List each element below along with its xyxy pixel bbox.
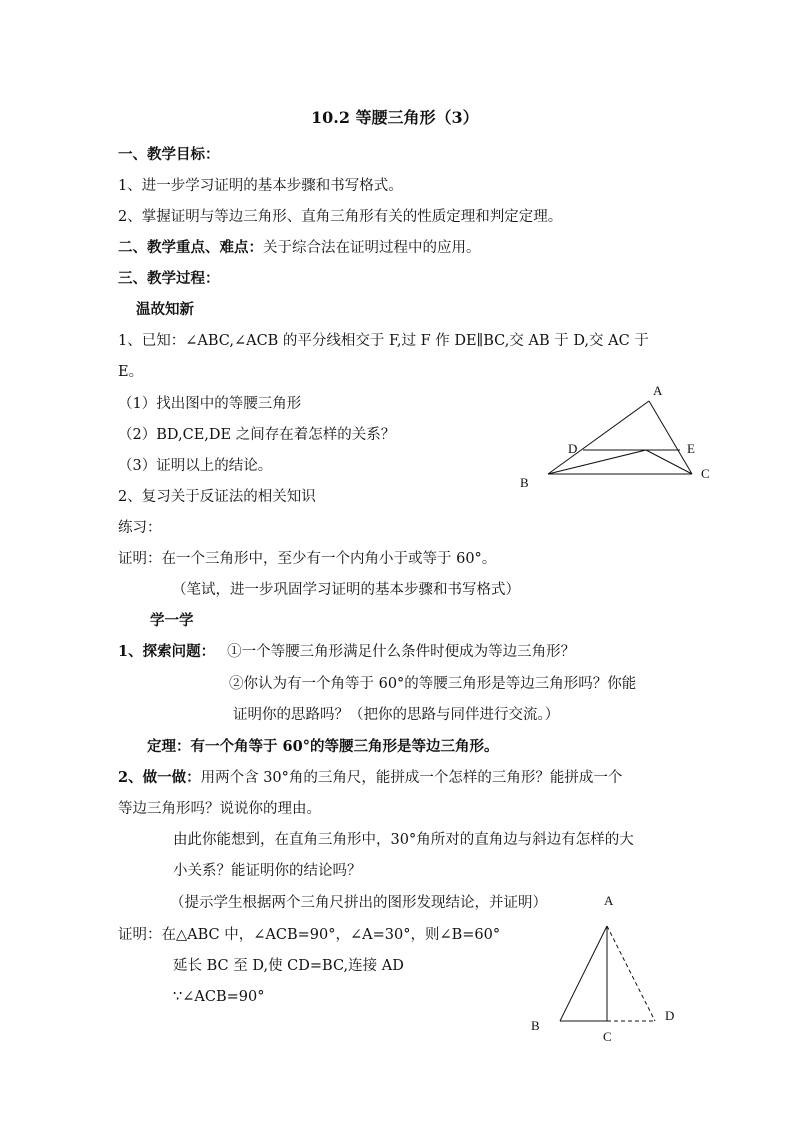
proof-line-1: 证明：在△ABC 中，∠ACB=90°，∠A=30°，则∠B=60° bbox=[118, 927, 501, 943]
key-points-text: 关于综合法在证明过程中的应用。 bbox=[263, 240, 481, 256]
fig2-label-d: D bbox=[665, 1008, 675, 1023]
do-text: 用两个含 30°角的三角尺，能拼成一个怎样的三角形？能拼成一个 bbox=[200, 770, 623, 786]
review-subquestion-1: （1）找出图中的等腰三角形 bbox=[118, 396, 302, 412]
fig1-label-e: E bbox=[687, 441, 695, 456]
right-triangle-figure bbox=[525, 890, 690, 1050]
page-title: 10.2 等腰三角形（3） bbox=[311, 108, 479, 127]
theorem-statement: 定理：有一个角等于 60°的等腰三角形是等边三角形。 bbox=[147, 738, 499, 755]
do-text-cont: 等边三角形吗？说说你的理由。 bbox=[118, 801, 321, 817]
practice-label: 练习： bbox=[118, 520, 162, 536]
objective-item-2: 2、掌握证明与等边三角形、直角三角形有关的性质定理和判定定理。 bbox=[118, 209, 563, 225]
thought-question-cont: 小关系？能证明你的结论吗？ bbox=[173, 863, 362, 879]
fig1-label-b: B bbox=[520, 475, 529, 490]
review-subquestion-3: （3）证明以上的结论。 bbox=[118, 458, 273, 474]
key-points-heading: 二、教学重点、难点： bbox=[118, 239, 263, 256]
proof-line-2: 延长 BC 至 D,使 CD=BC,连接 AD bbox=[173, 958, 404, 974]
hint-note: （提示学生根据两个三角尺拼出的图形发现结论，并证明） bbox=[170, 895, 547, 911]
review-heading: 温故知新 bbox=[136, 301, 194, 318]
segment-ab bbox=[548, 401, 649, 474]
fig2-label-b: B bbox=[531, 1018, 540, 1033]
fig2-label-a: A bbox=[604, 893, 614, 908]
do-line bbox=[118, 768, 622, 788]
fig1-label-c: C bbox=[701, 466, 710, 481]
fig1-label-d: D bbox=[568, 441, 578, 456]
fig2-label-c: C bbox=[603, 1029, 612, 1044]
review-question-1-cont: E。 bbox=[118, 364, 144, 380]
review-question-2: 2、复习关于反证法的相关知识 bbox=[118, 489, 316, 505]
learn-heading: 学一学 bbox=[150, 612, 194, 629]
fig1-label-a: A bbox=[653, 383, 663, 398]
review-subquestion-2: （2）BD,CE,DE 之间存在着怎样的关系？ bbox=[118, 427, 396, 443]
bisector-bf bbox=[548, 450, 646, 474]
segment-ab bbox=[560, 926, 607, 1021]
explore-label: 1、探索问题： bbox=[118, 643, 216, 660]
explore-question-1: ①一个等腰三角形满足什么条件时便成为等边三角形？ bbox=[227, 644, 576, 660]
objective-item-1: 1、进一步学习证明的基本步骤和书写格式。 bbox=[118, 178, 403, 194]
segment-ad-dashed bbox=[607, 926, 655, 1021]
proof-line-3: ∵∠ACB=90° bbox=[173, 989, 265, 1005]
explore-question-2-cont: 证明你的思路吗？（把你的思路与同伴进行交流。） bbox=[233, 707, 560, 723]
key-points-line bbox=[118, 238, 481, 258]
explore-question-2: ②你认为有一个角等于 60°的等腰三角形是等边三角形吗？你能 bbox=[229, 676, 637, 692]
practice-note: （笔试，进一步巩固学习证明的基本步骤和书写格式） bbox=[172, 582, 520, 598]
practice-text: 证明：在一个三角形中，至少有一个内角小于或等于 60°。 bbox=[118, 551, 497, 567]
process-heading: 三、教学过程： bbox=[118, 270, 220, 287]
triangle-bisector-figure bbox=[510, 380, 725, 495]
objectives-heading: 一、教学目标： bbox=[118, 146, 220, 163]
thought-question: 由此你能想到，在直角三角形中，30°角所对的直角边与斜边有怎样的大 bbox=[173, 832, 634, 848]
explore-line bbox=[118, 642, 575, 662]
review-question-1: 1、已知：∠ABC,∠ACB 的平分线相交于 F,过 F 作 DE∥BC,交 AB 于 D,交 AC 于 bbox=[118, 333, 649, 349]
do-label: 2、做一做： bbox=[118, 769, 201, 786]
